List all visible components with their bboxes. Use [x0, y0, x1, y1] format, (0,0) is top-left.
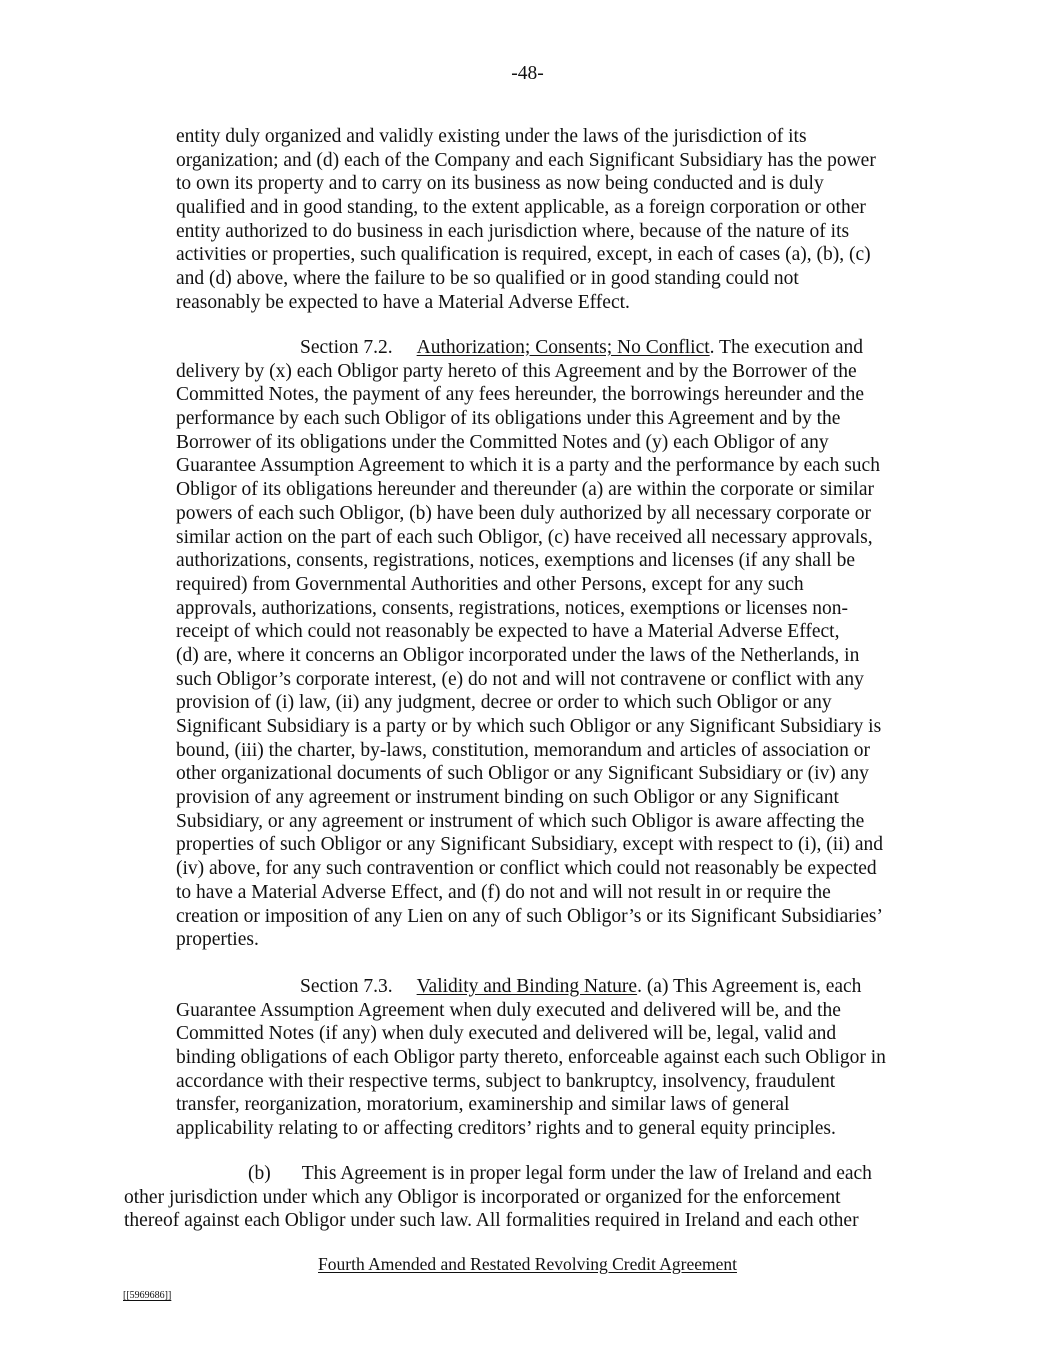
text-line: such Obligor’s corporate interest, (e) do not and will not contravene or conflict with any — [176, 668, 864, 690]
text-line: (iv) above, for any such contravention or conflict which could not reasonably be expected — [176, 858, 877, 880]
text-line: creation or imposition of any Lien on any of such Obligor’s or its Significant Subsidiaries’ — [176, 905, 883, 927]
subsection-text: This Agreement is in proper legal form under the law of Ireland and each — [301, 1163, 872, 1184]
text-line: entity duly organized and validly existing under the laws of the jurisdiction of its — [176, 126, 807, 147]
text-line: provision of (i) law, (ii) any judgment, decree or order to which such Obligor or any — [176, 692, 832, 714]
text-line: Guarantee Assumption Agreement to which it is a party and the performance by each such — [176, 455, 880, 477]
text-line: qualified and in good standing, to the extent applicable, as a foreign corporation or other — [176, 197, 866, 219]
text-line: accordance with their respective terms, subject to bankruptcy, insolvency, fraudulent — [176, 1070, 836, 1092]
section-title: Authorization; Consents; No Conflict — [416, 337, 710, 358]
section-heading-line — [176, 336, 883, 360]
footer-title-text: Fourth Amended and Restated Revolving Credit Agreement — [318, 1254, 737, 1274]
section-7-3 — [176, 975, 886, 1141]
text-line: organization; and (d) each of the Company and each Significant Subsidiary has the power — [176, 149, 876, 171]
section-number: Section 7.2. — [300, 337, 393, 358]
section-text: . (a) This Agreement is, each — [637, 976, 862, 997]
text-line: performance by each such Obligor of its obligations under this Agreement and by the — [176, 408, 841, 430]
text-line: provision of any agreement or instrument binding on such Obligor or any Significant — [176, 787, 839, 809]
text-line: Committed Notes (if any) when duly executed and delivered will be, legal, valid and — [176, 1023, 837, 1045]
text-line: Subsidiary, or any agreement or instrument of which such Obligor is aware affecting the — [176, 810, 865, 832]
text-line: Borrower of its obligations under the Committed Notes and (y) each Obligor of any — [176, 431, 829, 453]
section-7-2 — [176, 336, 883, 952]
text-line: delivery by (x) each Obligor party hereto of this Agreement and by the Borrower of the — [176, 360, 857, 382]
footer-document-title — [0, 1253, 1055, 1275]
page-number: -48- — [511, 63, 544, 84]
text-line: binding obligations of each Obligor party thereto, enforceable against each such Obligor in — [176, 1047, 886, 1069]
text-line: other jurisdiction under which any Obligor is incorporated or organized for the enforcement — [124, 1186, 841, 1208]
text-line: other organizational documents of such Obligor or any Significant Subsidiary or (iv) any — [176, 763, 869, 785]
text-line: Guarantee Assumption Agreement when duly executed and delivered will be, and the — [176, 999, 841, 1021]
text-line: Committed Notes, the payment of any fees hereunder, the borrowings hereunder and the — [176, 384, 865, 406]
text-line: thereof against each Obligor under such law. All formalities required in Ireland and each other — [124, 1210, 859, 1232]
document-id — [123, 1290, 171, 1302]
text-line: Significant Subsidiary is a party or by which such Obligor or any Significant Subsidiary is — [176, 716, 882, 737]
text-line: approvals, authorizations, consents, registrations, notices, exemptions or licenses non- — [176, 597, 849, 619]
text-line: reasonably be expected to have a Material Adverse Effect. — [176, 291, 630, 313]
section-heading-line — [176, 975, 886, 999]
text-line: applicability relating to or affecting creditors’ rights and to general equity principles. — [176, 1118, 836, 1140]
text-line: required) from Governmental Authorities and other Persons, except for any such — [176, 573, 804, 595]
paragraph-continuation — [176, 125, 876, 315]
section-title: Validity and Binding Nature — [416, 976, 638, 997]
text-line: authorizations, consents, registrations, notices, exemptions and licenses (if any shall be — [176, 550, 856, 572]
text-line: transfer, reorganization, moratorium, examinership and similar laws of general — [176, 1094, 790, 1116]
text-line: activities or properties, such qualification is required, except, in each of cases (a), (b), (c) — [176, 244, 871, 266]
text-line: and (d) above, where the failure to be so qualified or in good standing could not — [176, 268, 799, 290]
subsection-b — [124, 1162, 872, 1233]
section-text: . The execution and — [709, 337, 864, 358]
subsection-heading-line — [124, 1162, 872, 1186]
text-line: to have a Material Adverse Effect, and (f) do not and will not result in or require the — [176, 881, 831, 903]
section-number: Section 7.3. — [300, 976, 393, 997]
text-line: entity authorized to do business in each jurisdiction where, because of the nature of its — [176, 220, 850, 242]
text-line: bound, (iii) the charter, by-laws, constitution, memorandum and articles of association or — [176, 739, 870, 761]
text-line: (d) are, where it concerns an Obligor incorporated under the laws of the Netherlands, in — [176, 644, 860, 666]
text-line: powers of each such Obligor, (b) have been duly authorized by all necessary corporate or — [176, 502, 871, 524]
text-line: Obligor of its obligations hereunder and thereunder (a) are within the corporate or similar — [176, 479, 874, 501]
text-line: properties. — [176, 929, 259, 951]
text-line: to own its property and to carry on its business as now being conducted and is duly — [176, 173, 824, 195]
text-line: properties of such Obligor or any Significant Subsidiary, except with respect to (i), (ii) and — [176, 834, 884, 856]
subsection-label: (b) — [248, 1163, 271, 1184]
text-line: receipt of which could not reasonably be expected to have a Material Adverse Effect, — [176, 621, 840, 643]
document-id-text: [[5969686]] — [123, 1290, 172, 1301]
text-line: similar action on the part of each such Obligor, (c) have received all necessary approvals, — [176, 526, 873, 548]
